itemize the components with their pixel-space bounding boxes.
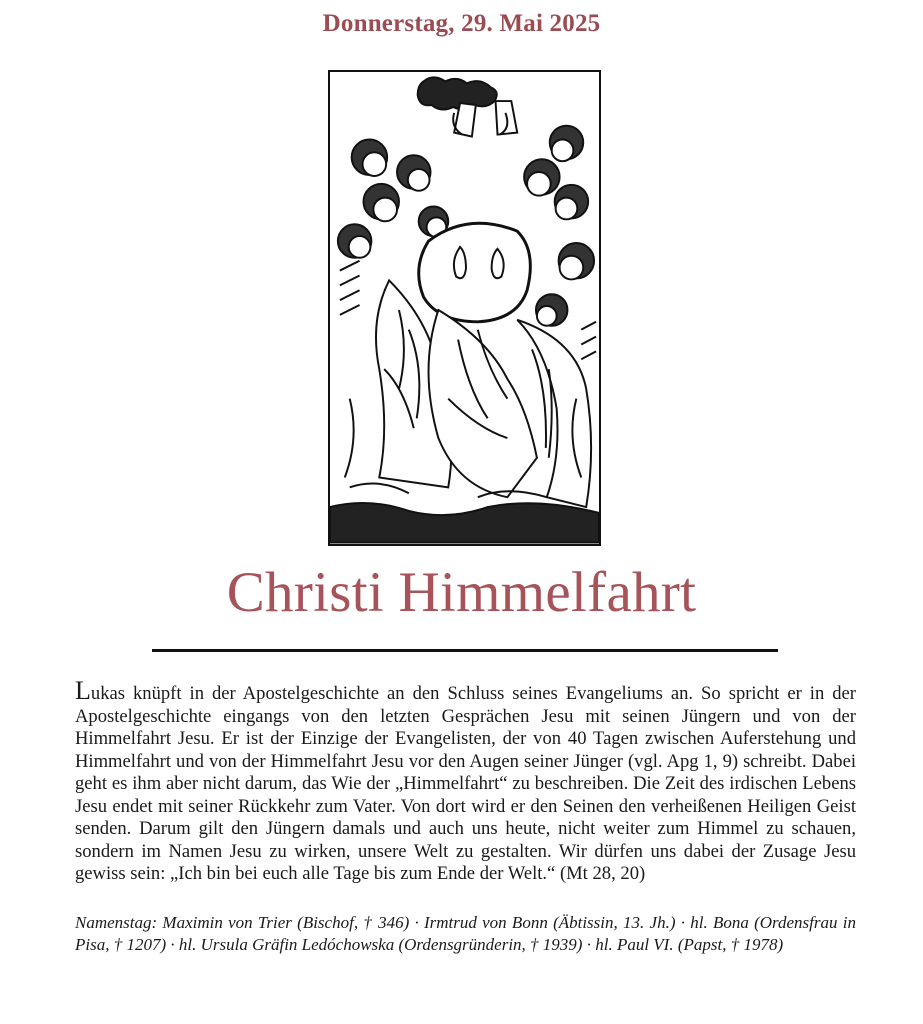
title-divider [152, 649, 778, 652]
reflection-body: ukas knüpft in der Apostelgeschichte an den Schluss seines Evangeliums an. So spricht er in der Apostelgeschichte eingangs von den letzten Gesprächen Jesu mit seinen Jüngern und von der Himmelfahrt Jesu. Er ist der Einzige der Evangelisten, der von 40 Tagen zwischen Auferstehung und Himmelfahrt und von der Himmelfahrt Jesu vor den Augen seiner Jünger (vgl. Apg 1, 9) schreibt. Dabei geht es ihm aber nicht darum, das Wie der „Himmelfahrt“ zu beschreiben. Die Zeit des irdischen Lebens Jesu endet mit seiner Rückkehr zum Vater. Von dort wird er den Seinen den verheißenen Heiligen Geist senden. Darum gilt den Jüngern damals und auch uns heute, nicht weiter zum Himmel zu schauen, sondern im Namen Jesu zu wirken, unsere Welt zu gestalten. Wir dürfen uns dabei der Zusage Jesu gewiss sein: „Ich bin bei euch alle Tage bis zum Ende der Welt.“ (Mt 28, 20) [75, 683, 856, 884]
name-days-text: Namenstag: Maximin von Trier (Bischof, † 346) · Irmtrud von Bonn (Äbtissin, 13. Jh.) · hl. Bona (Ordensfrau in Pisa, † 1207) · hl. Ursula Gräfin Ledóchowska (Ordensgründerin, † 1939) · hl. Paul VI. (Papst, † 1978) [75, 913, 856, 954]
woodcut-drawing [330, 77, 599, 542]
feast-title: Christi Himmelfahrt [226, 561, 697, 624]
dropcap-letter: L [75, 676, 91, 705]
ascension-woodcut-image [328, 70, 601, 546]
date-heading: Donnerstag, 29. Mai 2025 [322, 10, 601, 37]
reflection-text [75, 676, 856, 886]
